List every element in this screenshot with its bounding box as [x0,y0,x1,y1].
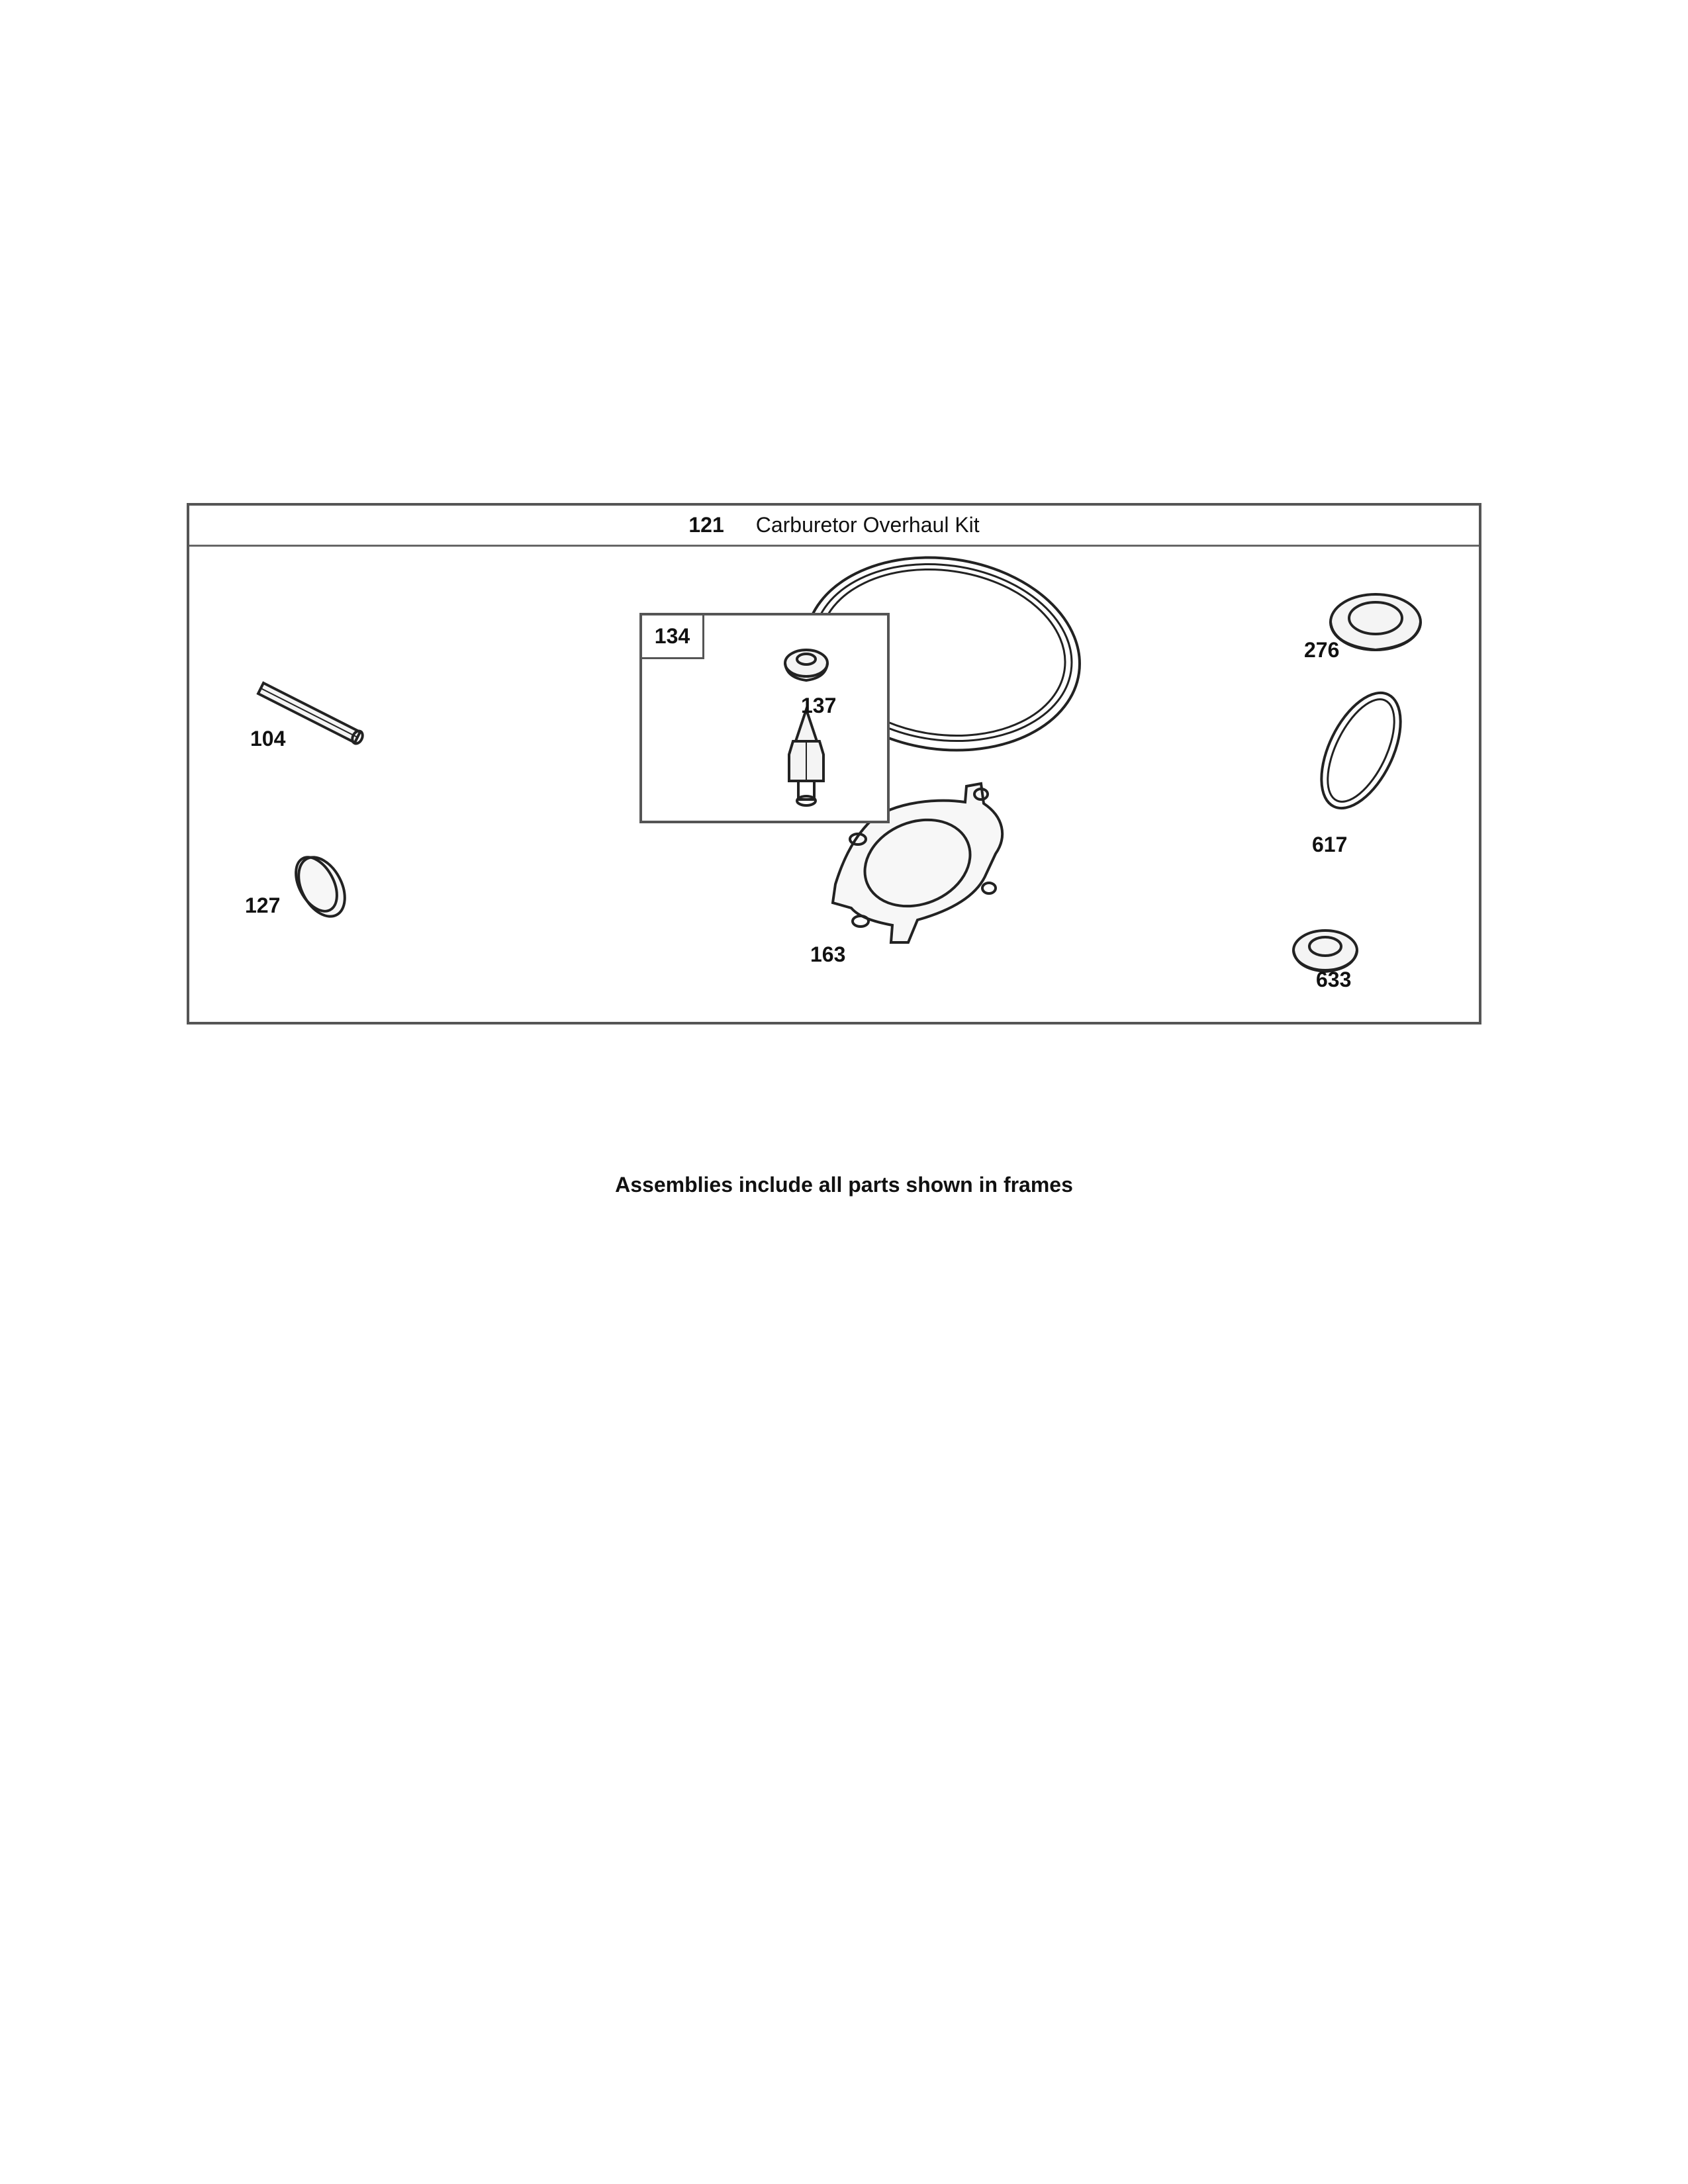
part-label-163: 163 [810,942,846,966]
part-label-617: 617 [1312,833,1348,856]
plug-icon [287,850,354,925]
part-label-137: 137 [801,694,837,717]
kit-frame [187,503,1481,1024]
part-label-127: 127 [245,893,281,917]
kit-number: 121 [688,513,724,537]
needle-and-seat-icon [642,615,887,821]
part-label-633: 633 [1316,968,1352,991]
small-washer-icon [1293,931,1357,972]
part-label-276: 276 [1304,638,1340,662]
part-label-104: 104 [250,727,286,751]
washer-icon [1331,594,1421,650]
subassembly-number: 134 [642,615,704,659]
kit-title: Carburetor Overhaul Kit [755,513,980,537]
subassembly-frame [639,613,890,823]
o-ring-icon [1305,680,1417,820]
footer-note: Assemblies include all parts shown in frames [615,1173,1073,1197]
